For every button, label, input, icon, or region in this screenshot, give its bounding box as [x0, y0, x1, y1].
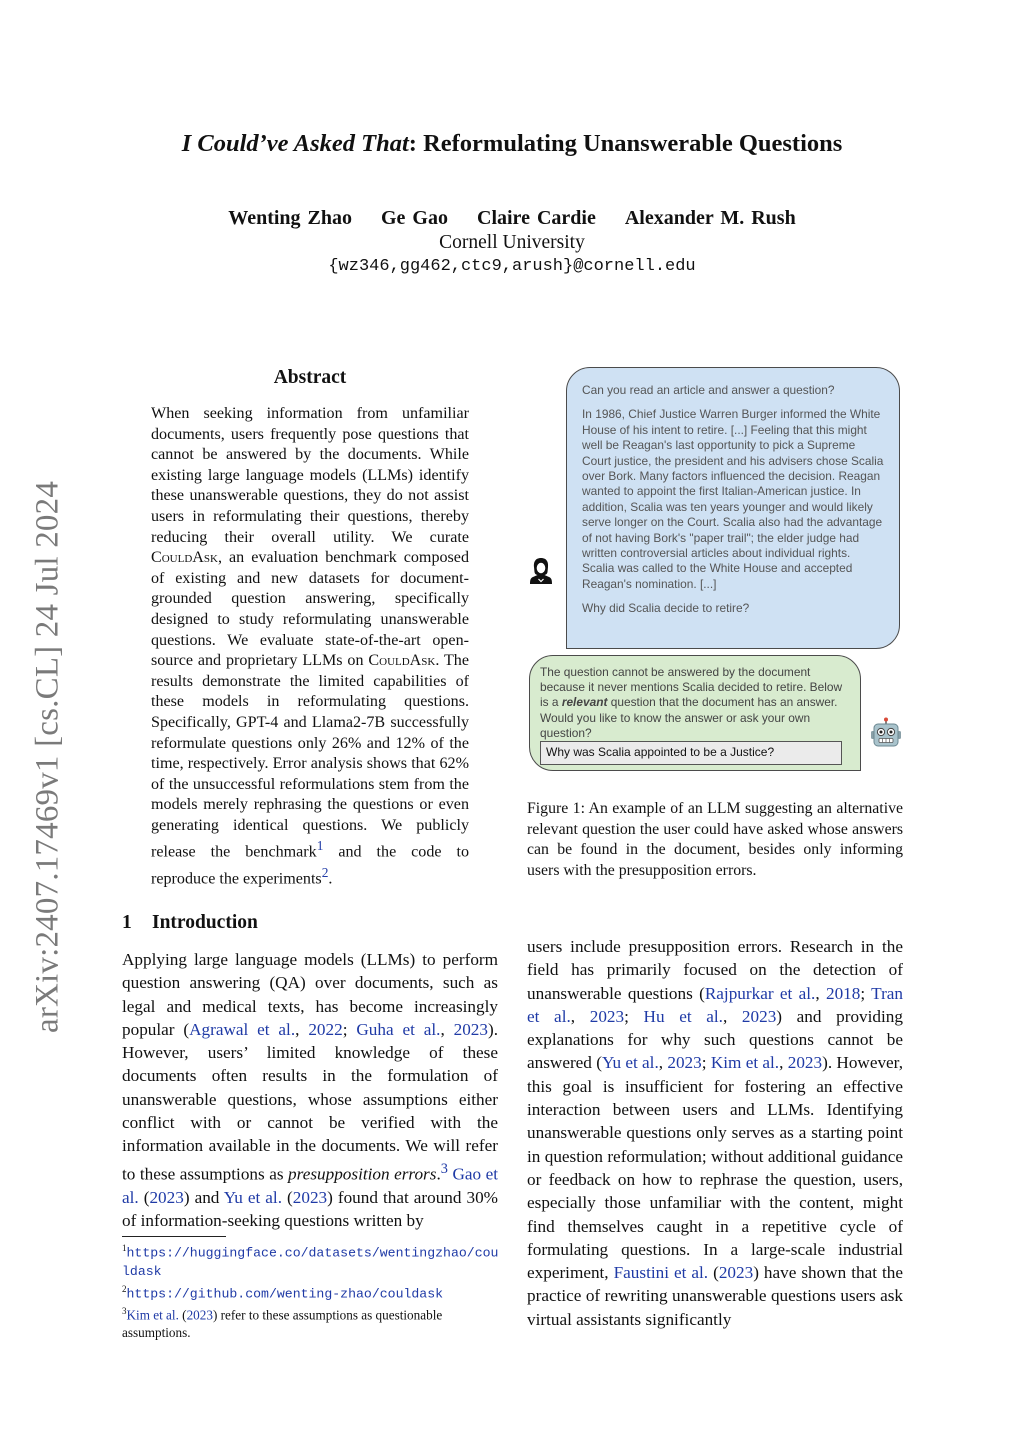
footnote-text: ) refer to these assumptions as questionable assumptions.	[122, 1307, 443, 1341]
body-text: ) and	[183, 1187, 224, 1207]
assistant-emphasis: relevant	[561, 695, 608, 710]
author-name: Claire Cardie	[477, 207, 596, 229]
footnote-1	[122, 1240, 500, 1281]
body-text: ,	[295, 1019, 309, 1039]
citation-link[interactable]: Rajpurkar et al.	[704, 983, 816, 1003]
body-text: ,	[779, 1053, 788, 1073]
section-heading-introduction	[122, 912, 502, 934]
citation-link[interactable]: Agrawal et al.	[189, 1019, 296, 1039]
footnote-2	[122, 1281, 500, 1303]
footnote-number: 2	[122, 1283, 127, 1294]
abstract-text: .	[328, 870, 333, 888]
section-title: Introduction	[152, 912, 258, 933]
assistant-text: question that the document has an answer. Would you like to know the answer or ask your own question?	[540, 695, 838, 740]
user-person-icon	[529, 556, 553, 586]
body-text: ;	[860, 983, 872, 1003]
citation-link[interactable]: Kim et al.	[126, 1307, 179, 1323]
footnote-url-link[interactable]: https://huggingface.co/datasets/wentingzhao/couldask	[122, 1245, 499, 1280]
document-passage: In 1986, Chief Justice Warren Burger informed the White House of his intent to retire. [...] Feeling that this might well be Reagan's last opportunity to pick a Supreme Court justice, the president and his advisers chose Scalia over Bork. Many factors influenced the decision. Reagan wanted to appoint the first Italian-American justice. In addition, Scalia was ten years younger and would likely serve longer on the Court. Scalia also had the advantage of not having Bork's "paper trail"; the elder judge had written controversial articles about individual rights. Scalia was called to the White House and accepted Reagan's nomination. [...]	[582, 407, 884, 591]
emphasis-term: presupposition errors	[288, 1164, 437, 1184]
body-text: ). However, this goal is insufficient for fostering an effective interaction between users and LLMs. Identifying unanswerable questions only serves as a starting point in question reformulation; without additional guidance or feedback on how to rephrase the question, users, especially those unfamiliar with the content, might find themselves caught in a repetitive cycle of formulating questions. In a large-scale industrial experiment,	[527, 1053, 904, 1283]
citation-link[interactable]: 2023	[667, 1053, 702, 1073]
footnote-ref[interactable]: 3	[440, 1160, 448, 1177]
title-rest: : Reformulating Unanswerable Questions	[408, 130, 843, 157]
user-prompt: Can you read an article and answer a question?	[582, 383, 835, 397]
body-text: ,	[440, 1019, 454, 1039]
author-name: Alexander M. Rush	[624, 207, 796, 229]
user-message-bubble	[566, 367, 900, 649]
citation-link[interactable]: Kim et al.	[710, 1053, 780, 1073]
footnote-ref[interactable]: 2	[321, 865, 329, 881]
citation-link[interactable]: 2018	[825, 983, 861, 1003]
footnote-3	[122, 1303, 500, 1342]
citation-link[interactable]: 2023	[718, 1263, 754, 1283]
body-text: ,	[815, 983, 826, 1003]
introduction-paragraph	[122, 948, 498, 1232]
citation-link[interactable]: 2023	[453, 1019, 488, 1039]
citation-link[interactable]: Yu et al.	[223, 1187, 282, 1207]
abstract-body	[151, 404, 469, 890]
paper-title	[0, 130, 1024, 158]
citation-link[interactable]: 2023	[292, 1187, 328, 1207]
body-text: ,	[570, 1006, 590, 1026]
citation-link[interactable]: Yu et al.	[601, 1053, 659, 1073]
user-question: Why did Scalia decide to retire?	[582, 601, 750, 616]
body-text: ,	[722, 1006, 742, 1026]
abstract-text: and the code to reproduce the experiments	[151, 843, 469, 888]
author-name: Wenting Zhao	[228, 207, 352, 229]
citation-link[interactable]: 2023	[741, 1006, 777, 1026]
citation-link[interactable]: Hu et al.	[643, 1006, 723, 1026]
citation-link[interactable]: 2022	[308, 1019, 343, 1039]
body-text: (	[708, 1263, 719, 1283]
body-text: .	[436, 1164, 441, 1184]
body-text: Applying large language models (LLMs) to perform question answering (QA) over documents, such as legal and medical texts, has become increasingly popular (	[122, 950, 498, 1039]
abstract-text: When seeking information from unfamiliar documents, users frequently pose questions that cannot be answered by the documents. While existing large language models (LLMs) identify these unanswerable questions, they do not assist users in reformulating their questions, thereby reducing their overall utility. We curate	[151, 405, 469, 546]
citation-link[interactable]: Guha et al.	[356, 1019, 441, 1039]
assistant-reply	[540, 665, 850, 741]
assistant-text: The question cannot be answered by the document because it never mentions Scalia decided to retire. Below is a	[540, 665, 843, 710]
body-text: (	[138, 1187, 150, 1207]
benchmark-name: CouldAsk	[368, 652, 436, 670]
abstract-text: . The results demonstrate the limited capabilities of these models in reformulating questions. Specifically, GPT-4 and Llama2-7B successfully reformulate questions only 26% and 12% of the time, respectively. Error analysis shows that 62% of the unsuccessful reformulations stem from the models merely rephrasing the questions or even generating identical questions. We publicly release the benchmark	[151, 652, 469, 861]
affiliation: Cornell University	[439, 232, 585, 253]
citation-link[interactable]: Faustini et al.	[613, 1263, 709, 1283]
body-text: ,	[658, 1053, 668, 1073]
author-emails: {wz346,gg462,ctc9,arush}@cornell.edu	[328, 257, 696, 276]
section-number: 1	[122, 912, 132, 933]
footnote-divider	[122, 1236, 226, 1237]
body-text: ). However, users’ limited knowledge of these documents often results in the formulation of unanswerable questions, whose assumptions either conflict with or cannot be verified with the information available in the documents. We will refer to these assumptions as	[122, 1019, 499, 1184]
body-text: ) and providing explanations for why such questions cannot be answered (	[527, 1006, 903, 1073]
abstract-heading: Abstract	[273, 367, 347, 388]
body-text: users include presupposition errors. Research in the field has primarily focused on the detection of unanswerable questions (	[527, 937, 903, 1003]
body-text: ;	[701, 1053, 711, 1073]
citation-link[interactable]: 2023	[787, 1053, 823, 1073]
author-name: Ge Gao	[381, 207, 448, 229]
body-text: ;	[342, 1019, 357, 1039]
body-text: ) found that around 30% of information-seeking questions written by	[122, 1187, 499, 1230]
body-text: ) have shown that the practice of rewriting unanswerable questions users ask virtual assistants significantly	[527, 1263, 903, 1329]
robot-icon	[869, 717, 903, 751]
body-text: ;	[624, 1006, 644, 1026]
citation-link[interactable]: 2023	[186, 1307, 213, 1323]
citation-link[interactable]: 2023	[149, 1187, 184, 1207]
arxiv-side-stamp	[20, 462, 76, 1052]
footnote-text: (	[178, 1307, 187, 1323]
footnote-number: 3	[122, 1306, 127, 1317]
figure-caption: Figure 1: An example of an LLM suggesting an alternative relevant question the user could have asked whose answers can be found in the document, besides only informing users with the presupposition errors.	[527, 800, 903, 880]
footnote-url-link[interactable]: https://github.com/wenting-zhao/couldask	[126, 1286, 444, 1302]
benchmark-name: CouldAsk	[151, 549, 218, 567]
abstract-text: , an evaluation benchmark composed of existing and new datasets for document-grounded question answering, specifically designed to study reformulating unanswerable questions. We evaluate state-of-the-art open-source and proprietary LLMs on	[151, 549, 469, 670]
title-italic: I Could’ve Asked That	[181, 130, 409, 157]
citation-link[interactable]: Gao et al.	[122, 1164, 498, 1207]
assistant-message-bubble	[529, 655, 861, 771]
footnote-ref[interactable]: 1	[316, 838, 324, 854]
suggested-question-box: Why was Scalia appointed to be a Justice?	[540, 741, 842, 765]
citation-link[interactable]: 2023	[589, 1006, 625, 1026]
introduction-continued-paragraph	[527, 935, 903, 1331]
arxiv-id-text: arXiv:2407.17469v1 [cs.CL] 24 Jul 2024	[29, 480, 66, 1034]
author-list	[0, 207, 1024, 230]
body-text: (	[282, 1187, 293, 1207]
footnotes	[122, 1240, 500, 1342]
footnote-number: 1	[122, 1243, 127, 1253]
citation-link[interactable]: Tran et al.	[527, 983, 904, 1026]
